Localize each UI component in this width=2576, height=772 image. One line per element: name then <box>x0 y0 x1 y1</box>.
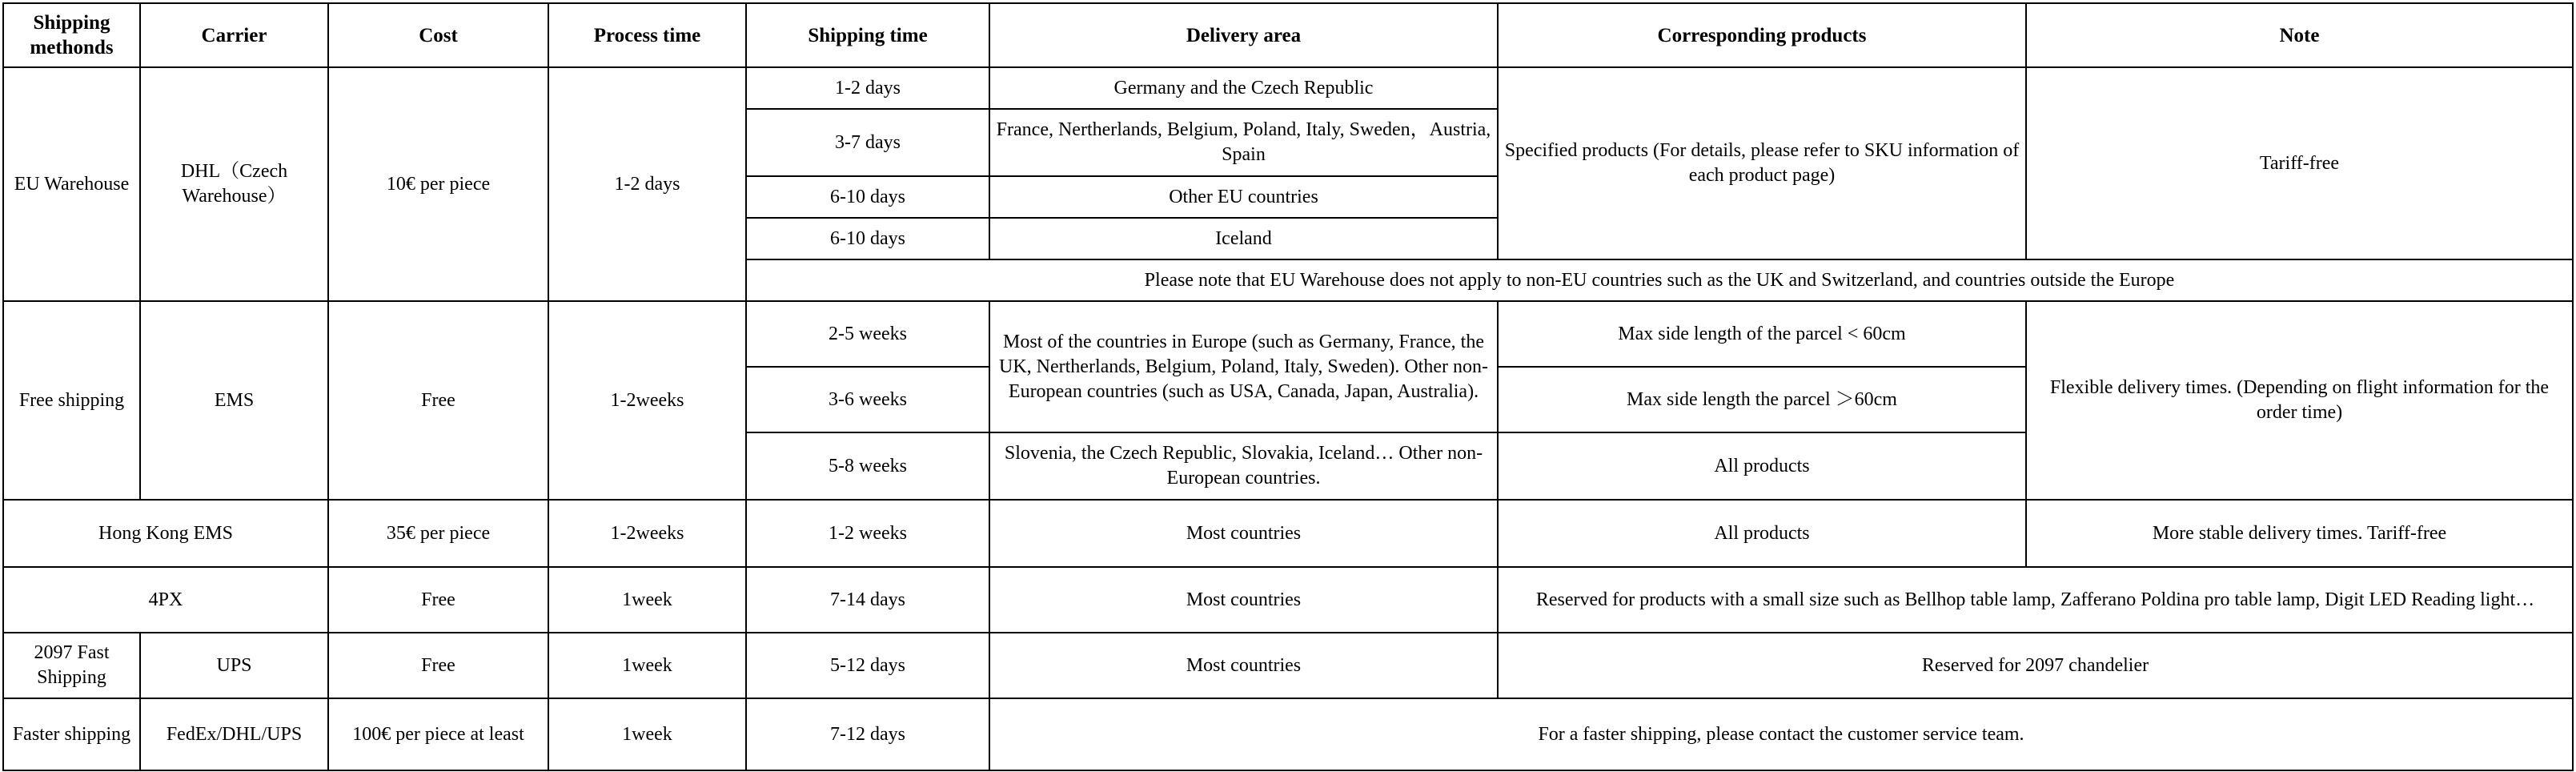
header-process-time: Process time <box>548 3 746 67</box>
fast2097-remark-cell: Reserved for 2097 chandelier <box>1498 633 2573 698</box>
free-cost-cell: Free <box>328 301 548 500</box>
free-process-cell: 1-2weeks <box>548 301 746 500</box>
free-area-cell: Most of the countries in Europe (such as Germany, France, the UK, Nertherlands, Belgium, Poland, Italy, Sweden). Other non-European countries (such as USA, Canada, Japan, Australia). <box>989 301 1498 432</box>
eu-process-cell: 1-2 days <box>548 67 746 301</box>
fpx-method-cell: 4PX <box>3 567 328 633</box>
fast2097-area-cell: Most countries <box>989 633 1498 698</box>
free-products-cell: Max side length of the parcel < 60cm <box>1498 301 2026 367</box>
fpx-area-cell: Most countries <box>989 567 1498 633</box>
table-row <box>3 67 2573 109</box>
free-time-cell: 3-6 weeks <box>746 367 989 432</box>
hk-note-cell: More stable delivery times. Tariff-free <box>2026 500 2573 567</box>
eu-method-cell: EU Warehouse <box>3 67 140 301</box>
fast2097-time-cell: 5-12 days <box>746 633 989 698</box>
table-row <box>3 500 2573 567</box>
header-note: Note <box>2026 3 2573 67</box>
hk-method-cell: Hong Kong EMS <box>3 500 328 567</box>
fast2097-method-cell: 2097 Fast Shipping <box>3 633 140 698</box>
free-carrier-cell: EMS <box>140 301 328 500</box>
fpx-process-cell: 1week <box>548 567 746 633</box>
header-row <box>3 3 2573 67</box>
header-cost: Cost <box>328 3 548 67</box>
fast2097-process-cell: 1week <box>548 633 746 698</box>
free-area-cell: Slovenia, the Czech Republic, Slovakia, Iceland… Other non-European countries. <box>989 432 1498 500</box>
faster-method-cell: Faster shipping <box>3 698 140 770</box>
eu-time-cell: 1-2 days <box>746 67 989 109</box>
faster-process-cell: 1week <box>548 698 746 770</box>
table-row <box>3 698 2573 770</box>
fpx-remark-cell: Reserved for products with a small size such as Bellhop table lamp, Zafferano Poldina pro table lamp, Digit LED Reading light… <box>1498 567 2573 633</box>
eu-cost-cell: 10€ per piece <box>328 67 548 301</box>
hk-products-cell: All products <box>1498 500 2026 567</box>
table-row <box>3 301 2573 367</box>
eu-time-cell: 6-10 days <box>746 218 989 259</box>
eu-area-cell: Other EU countries <box>989 176 1498 218</box>
header-carrier: Carrier <box>140 3 328 67</box>
faster-time-cell: 7-12 days <box>746 698 989 770</box>
header-shipping-time: Shipping time <box>746 3 989 67</box>
header-corresponding-products: Corresponding products <box>1498 3 2026 67</box>
faster-remark-cell: For a faster shipping, please contact the customer service team. <box>989 698 2573 770</box>
free-time-cell: 2-5 weeks <box>746 301 989 367</box>
hk-cost-cell: 35€ per piece <box>328 500 548 567</box>
fast2097-cost-cell: Free <box>328 633 548 698</box>
header-shipping-methods: Shipping methonds <box>3 3 140 67</box>
hk-time-cell: 1-2 weeks <box>746 500 989 567</box>
fpx-time-cell: 7-14 days <box>746 567 989 633</box>
hk-process-cell: 1-2weeks <box>548 500 746 567</box>
free-products-cell: All products <box>1498 432 2026 500</box>
free-products-cell: Max side length the parcel ＞60cm <box>1498 367 2026 432</box>
eu-notice-cell: Please note that EU Warehouse does not apply to non-EU countries such as the UK and Switzerland, and countries outside the Europe <box>746 259 2573 301</box>
eu-area-cell: Germany and the Czech Republic <box>989 67 1498 109</box>
eu-area-cell: France, Nertherlands, Belgium, Poland, Italy, Sweden，Austria, Spain <box>989 109 1498 176</box>
eu-time-cell: 6-10 days <box>746 176 989 218</box>
shipping-methods-table <box>2 2 2574 771</box>
fast2097-carrier-cell: UPS <box>140 633 328 698</box>
eu-note-cell: Tariff-free <box>2026 67 2573 259</box>
fpx-cost-cell: Free <box>328 567 548 633</box>
free-method-cell: Free shipping <box>3 301 140 500</box>
faster-cost-cell: 100€ per piece at least <box>328 698 548 770</box>
free-note-cell: Flexible delivery times. (Depending on flight information for the order time) <box>2026 301 2573 500</box>
spreadsheet <box>2 2 2572 770</box>
table-row <box>3 567 2573 633</box>
header-delivery-area: Delivery area <box>989 3 1498 67</box>
free-time-cell: 5-8 weeks <box>746 432 989 500</box>
table-row <box>3 633 2573 698</box>
faster-carrier-cell: FedEx/DHL/UPS <box>140 698 328 770</box>
hk-area-cell: Most countries <box>989 500 1498 567</box>
eu-carrier-cell: DHL（Czech Warehouse） <box>140 67 328 301</box>
eu-products-cell: Specified products (For details, please refer to SKU information of each product page) <box>1498 67 2026 259</box>
eu-area-cell: Iceland <box>989 218 1498 259</box>
eu-time-cell: 3-7 days <box>746 109 989 176</box>
